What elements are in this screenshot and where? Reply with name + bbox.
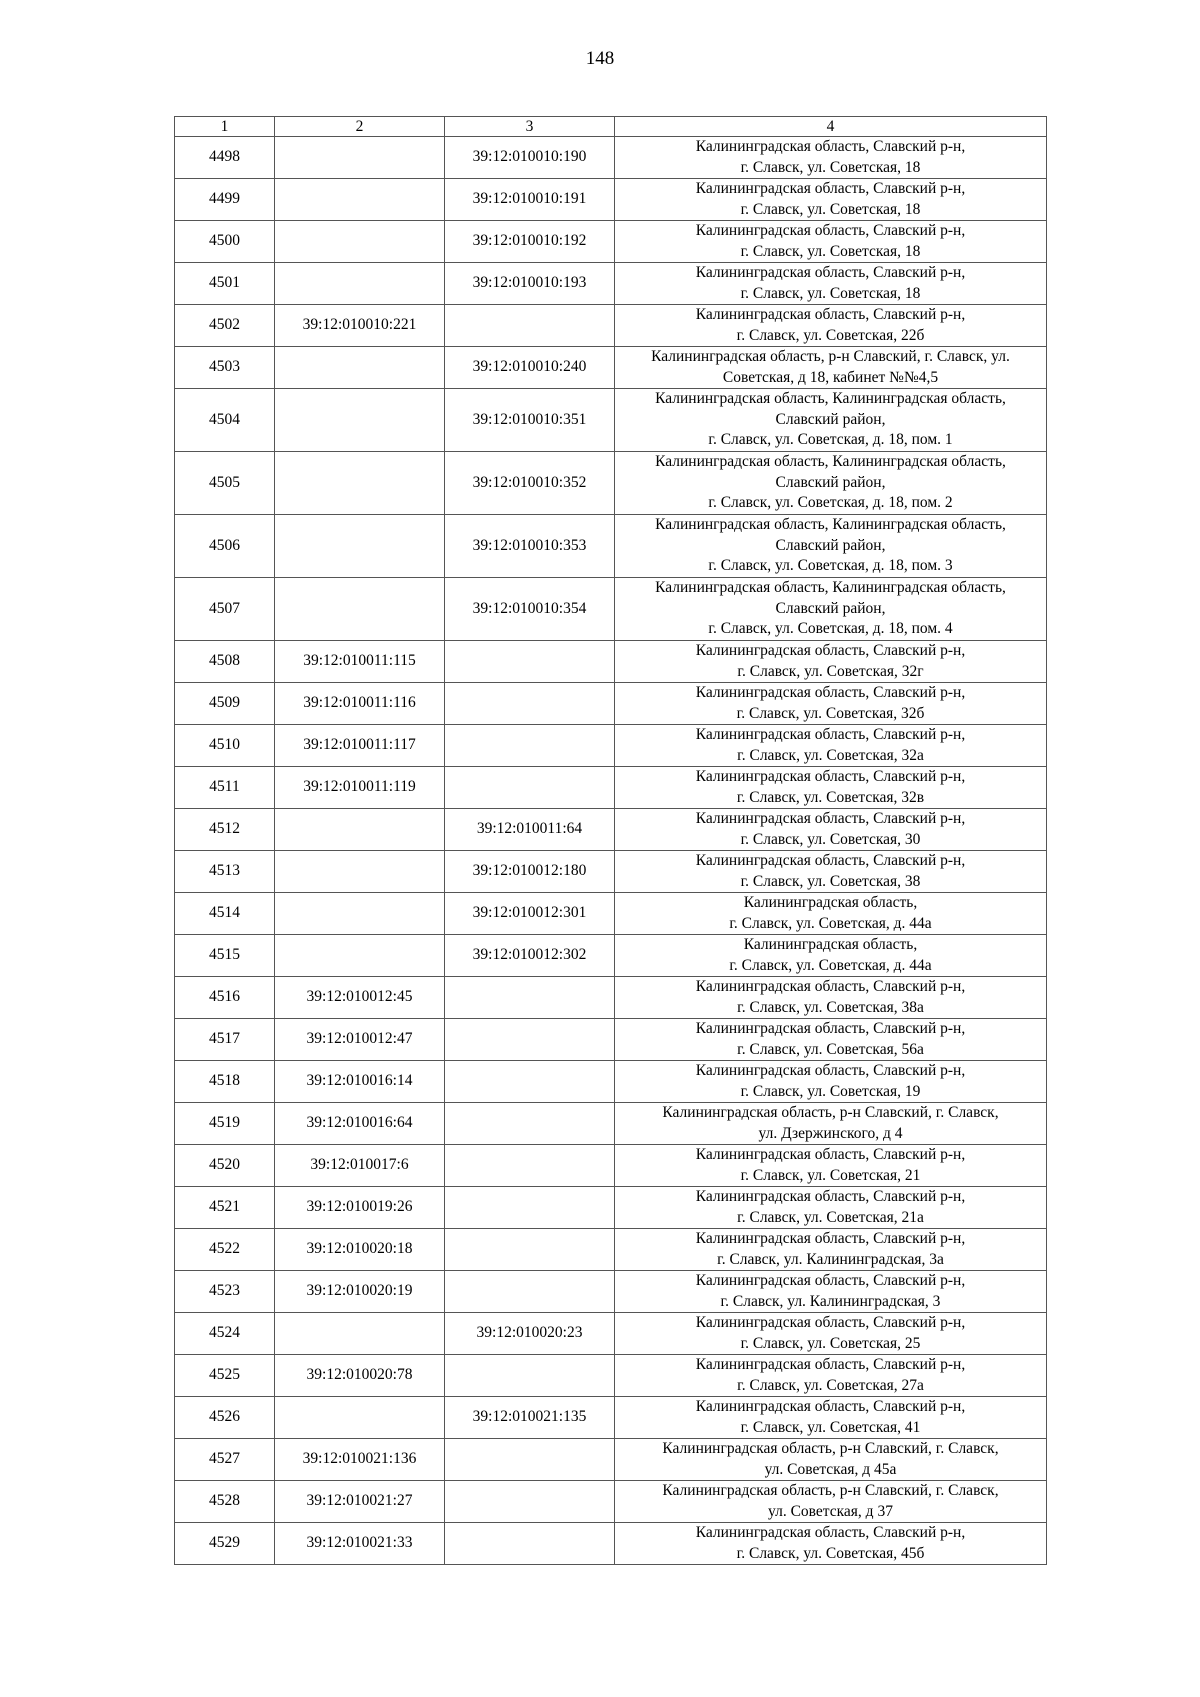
cadastral-number-cell — [275, 179, 445, 221]
cadastral-number-cell-alt — [445, 1145, 615, 1187]
cadastral-number-cell-alt: 39:12:010021:135 — [445, 1397, 615, 1439]
cadastral-number-cell-alt — [445, 1439, 615, 1481]
cadastral-number-cell: 39:12:010016:64 — [275, 1103, 445, 1145]
address-cell: Калининградская область, Славский р-н, г. Славск, ул. Калининградская, 3 — [615, 1271, 1047, 1313]
cadastral-number-cell — [275, 515, 445, 578]
address-cell: Калининградская область, Славский р-н, г. Славск, ул. Советская, 56а — [615, 1019, 1047, 1061]
cadastral-number-cell-alt — [445, 305, 615, 347]
address-cell: Калининградская область, Славский р-н, г. Славск, ул. Советская, 22б — [615, 305, 1047, 347]
table-row — [175, 1313, 1047, 1355]
cadastral-number-cell: 39:12:010017:6 — [275, 1145, 445, 1187]
row-number-cell: 4524 — [175, 1313, 275, 1355]
cadastral-number-cell-alt: 39:12:010010:240 — [445, 347, 615, 389]
row-number-cell: 4527 — [175, 1439, 275, 1481]
table-row — [175, 452, 1047, 515]
address-cell: Калининградская область, Славский р-н, г. Славск, ул. Советская, 18 — [615, 179, 1047, 221]
row-number-cell: 4507 — [175, 578, 275, 641]
cadastral-number-cell-alt: 39:12:010012:302 — [445, 935, 615, 977]
address-cell: Калининградская область, р-н Славский, г. Славск, ул. Дзержинского, д 4 — [615, 1103, 1047, 1145]
address-cell: Калининградская область, Славский р-н, г. Славск, ул. Советская, 38 — [615, 851, 1047, 893]
cadastral-number-cell-alt — [445, 1019, 615, 1061]
address-cell: Калининградская область, Славский р-н, г. Славск, ул. Советская, 18 — [615, 221, 1047, 263]
table-row — [175, 1523, 1047, 1565]
table-row — [175, 1229, 1047, 1271]
row-number-cell: 4505 — [175, 452, 275, 515]
table-row — [175, 935, 1047, 977]
cadastral-number-cell-alt: 39:12:010010:193 — [445, 263, 615, 305]
cadastral-number-cell: 39:12:010021:33 — [275, 1523, 445, 1565]
cadastral-number-cell-alt — [445, 641, 615, 683]
row-number-cell: 4500 — [175, 221, 275, 263]
address-cell: Калининградская область, г. Славск, ул. Советская, д. 44а — [615, 893, 1047, 935]
cadastral-number-cell — [275, 893, 445, 935]
address-cell: Калининградская область, Славский р-н, г. Славск, ул. Калининградская, 3а — [615, 1229, 1047, 1271]
row-number-cell: 4526 — [175, 1397, 275, 1439]
table-row — [175, 1103, 1047, 1145]
cadastral-number-cell-alt: 39:12:010010:353 — [445, 515, 615, 578]
address-cell: Калининградская область, Калининградская область, Славский район, г. Славск, ул. Советская, д. 18, пом. 2 — [615, 452, 1047, 515]
cadastral-number-cell: 39:12:010011:116 — [275, 683, 445, 725]
row-number-cell: 4513 — [175, 851, 275, 893]
cadastral-number-cell: 39:12:010020:19 — [275, 1271, 445, 1313]
row-number-cell: 4523 — [175, 1271, 275, 1313]
cadastral-number-cell — [275, 809, 445, 851]
address-cell: Калининградская область, Славский р-н, г. Славск, ул. Советская, 19 — [615, 1061, 1047, 1103]
cadastral-number-cell-alt: 39:12:010011:64 — [445, 809, 615, 851]
cadastral-number-cell-alt — [445, 977, 615, 1019]
cadastral-number-cell — [275, 578, 445, 641]
address-cell: Калининградская область, Славский р-н, г. Славск, ул. Советская, 32в — [615, 767, 1047, 809]
table-row — [175, 389, 1047, 452]
row-number-cell: 4498 — [175, 137, 275, 179]
address-cell: Калининградская область, Калининградская область, Славский район, г. Славск, ул. Советская, д. 18, пом. 3 — [615, 515, 1047, 578]
cadastral-number-cell-alt — [445, 767, 615, 809]
row-number-cell: 4518 — [175, 1061, 275, 1103]
table-row — [175, 1145, 1047, 1187]
address-cell: Калининградская область, Калининградская область, Славский район, г. Славск, ул. Советская, д. 18, пом. 4 — [615, 578, 1047, 641]
row-number-cell: 4525 — [175, 1355, 275, 1397]
row-number-cell: 4508 — [175, 641, 275, 683]
row-number-cell: 4499 — [175, 179, 275, 221]
cadastral-number-cell: 39:12:010021:27 — [275, 1481, 445, 1523]
table-row — [175, 893, 1047, 935]
cadastral-number-cell-alt: 39:12:010010:351 — [445, 389, 615, 452]
address-cell: Калининградская область, Славский р-н, г. Славск, ул. Советская, 21а — [615, 1187, 1047, 1229]
table-row — [175, 221, 1047, 263]
row-number-cell: 4502 — [175, 305, 275, 347]
cadastral-number-cell-alt: 39:12:010010:192 — [445, 221, 615, 263]
table-row — [175, 1187, 1047, 1229]
address-cell: Калининградская область, Калининградская область, Славский район, г. Славск, ул. Советская, д. 18, пом. 1 — [615, 389, 1047, 452]
address-cell: Калининградская область, Славский р-н, г. Славск, ул. Советская, 18 — [615, 137, 1047, 179]
address-cell: Калининградская область, Славский р-н, г. Славск, ул. Советская, 18 — [615, 263, 1047, 305]
cadastral-number-cell — [275, 452, 445, 515]
row-number-cell: 4528 — [175, 1481, 275, 1523]
row-number-cell: 4503 — [175, 347, 275, 389]
table-row — [175, 305, 1047, 347]
cadastral-number-cell-alt — [445, 1523, 615, 1565]
cadastral-number-cell-alt — [445, 1187, 615, 1229]
table-row — [175, 179, 1047, 221]
address-cell: Калининградская область, Славский р-н, г. Славск, ул. Советская, 21 — [615, 1145, 1047, 1187]
address-cell: Калининградская область, Славский р-н, г. Славск, ул. Советская, 38а — [615, 977, 1047, 1019]
table-row — [175, 1355, 1047, 1397]
cadastral-number-cell-alt: 39:12:010012:301 — [445, 893, 615, 935]
cadastral-number-cell-alt — [445, 1229, 615, 1271]
cadastral-number-cell: 39:12:010019:26 — [275, 1187, 445, 1229]
cadastral-number-cell — [275, 263, 445, 305]
row-number-cell: 4519 — [175, 1103, 275, 1145]
cadastral-number-cell — [275, 221, 445, 263]
row-number-cell: 4501 — [175, 263, 275, 305]
cadastral-number-cell — [275, 389, 445, 452]
row-number-cell: 4510 — [175, 725, 275, 767]
cadastral-number-cell-alt: 39:12:010012:180 — [445, 851, 615, 893]
table-row — [175, 1481, 1047, 1523]
table-row — [175, 347, 1047, 389]
cadastral-number-cell — [275, 851, 445, 893]
cadastral-number-cell: 39:12:010021:136 — [275, 1439, 445, 1481]
cadastral-number-cell-alt — [445, 1271, 615, 1313]
row-number-cell: 4511 — [175, 767, 275, 809]
cadastral-number-cell: 39:12:010020:18 — [275, 1229, 445, 1271]
row-number-cell: 4517 — [175, 1019, 275, 1061]
table-row — [175, 1061, 1047, 1103]
row-number-cell: 4514 — [175, 893, 275, 935]
address-cell: Калининградская область, Славский р-н, г. Славск, ул. Советская, 32а — [615, 725, 1047, 767]
table-row — [175, 767, 1047, 809]
table-row — [175, 1019, 1047, 1061]
cadastral-number-cell: 39:12:010012:47 — [275, 1019, 445, 1061]
table-row — [175, 851, 1047, 893]
cadastral-number-cell: 39:12:010011:119 — [275, 767, 445, 809]
cadastral-number-cell — [275, 137, 445, 179]
address-cell: Калининградская область, Славский р-н, г. Славск, ул. Советская, 30 — [615, 809, 1047, 851]
cadastral-number-cell-alt — [445, 1061, 615, 1103]
row-number-cell: 4504 — [175, 389, 275, 452]
table-row — [175, 977, 1047, 1019]
cadastral-number-cell-alt — [445, 683, 615, 725]
row-number-cell: 4520 — [175, 1145, 275, 1187]
header-col-4: 4 — [615, 117, 1047, 137]
table-row — [175, 1397, 1047, 1439]
address-cell: Калининградская область, Славский р-н, г. Славск, ул. Советская, 45б — [615, 1523, 1047, 1565]
cadastral-number-cell: 39:12:010010:221 — [275, 305, 445, 347]
cadastral-number-cell-alt: 39:12:010010:354 — [445, 578, 615, 641]
row-number-cell: 4522 — [175, 1229, 275, 1271]
address-cell: Калининградская область, Славский р-н, г. Славск, ул. Советская, 41 — [615, 1397, 1047, 1439]
header-row — [175, 117, 1047, 137]
row-number-cell: 4515 — [175, 935, 275, 977]
header-col-1: 1 — [175, 117, 275, 137]
cadastral-number-cell: 39:12:010011:117 — [275, 725, 445, 767]
header-col-3: 3 — [445, 117, 615, 137]
cadastral-number-cell — [275, 347, 445, 389]
table-header — [175, 117, 1047, 137]
table-row — [175, 1271, 1047, 1313]
table-row — [175, 809, 1047, 851]
table-row — [175, 263, 1047, 305]
cadastral-number-cell — [275, 935, 445, 977]
address-cell: Калининградская область, г. Славск, ул. Советская, д. 44а — [615, 935, 1047, 977]
address-cell: Калининградская область, р-н Славский, г. Славск, ул. Советская, д 18, кабинет №№4,5 — [615, 347, 1047, 389]
table-body — [175, 137, 1047, 1565]
page-number: 148 — [585, 48, 615, 69]
cadastral-number-cell: 39:12:010012:45 — [275, 977, 445, 1019]
address-cell: Калининградская область, Славский р-н, г. Славск, ул. Советская, 32б — [615, 683, 1047, 725]
cadastral-number-cell-alt — [445, 1103, 615, 1145]
table-row — [175, 515, 1047, 578]
table-row — [175, 578, 1047, 641]
row-number-cell: 4529 — [175, 1523, 275, 1565]
address-cell: Калининградская область, Славский р-н, г. Славск, ул. Советская, 25 — [615, 1313, 1047, 1355]
cadastral-number-cell: 39:12:010011:115 — [275, 641, 445, 683]
row-number-cell: 4509 — [175, 683, 275, 725]
header-col-2: 2 — [275, 117, 445, 137]
table-row — [175, 1439, 1047, 1481]
cadastral-table — [174, 116, 1047, 1565]
table-row — [175, 641, 1047, 683]
table-row — [175, 137, 1047, 179]
cadastral-number-cell-alt — [445, 725, 615, 767]
cadastral-number-cell: 39:12:010016:14 — [275, 1061, 445, 1103]
row-number-cell: 4516 — [175, 977, 275, 1019]
cadastral-number-cell-alt: 39:12:010010:352 — [445, 452, 615, 515]
cadastral-number-cell: 39:12:010020:78 — [275, 1355, 445, 1397]
address-cell: Калининградская область, Славский р-н, г. Славск, ул. Советская, 27а — [615, 1355, 1047, 1397]
row-number-cell: 4506 — [175, 515, 275, 578]
cadastral-number-cell-alt: 39:12:010010:190 — [445, 137, 615, 179]
row-number-cell: 4521 — [175, 1187, 275, 1229]
cadastral-number-cell-alt — [445, 1355, 615, 1397]
cadastral-number-cell-alt: 39:12:010010:191 — [445, 179, 615, 221]
table-row — [175, 725, 1047, 767]
address-cell: Калининградская область, р-н Славский, г. Славск, ул. Советская, д 45а — [615, 1439, 1047, 1481]
row-number-cell: 4512 — [175, 809, 275, 851]
cadastral-number-cell-alt: 39:12:010020:23 — [445, 1313, 615, 1355]
cadastral-number-cell-alt — [445, 1481, 615, 1523]
table-row — [175, 683, 1047, 725]
cadastral-number-cell — [275, 1313, 445, 1355]
address-cell: Калининградская область, Славский р-н, г. Славск, ул. Советская, 32г — [615, 641, 1047, 683]
address-cell: Калининградская область, р-н Славский, г. Славск, ул. Советская, д 37 — [615, 1481, 1047, 1523]
cadastral-number-cell — [275, 1397, 445, 1439]
